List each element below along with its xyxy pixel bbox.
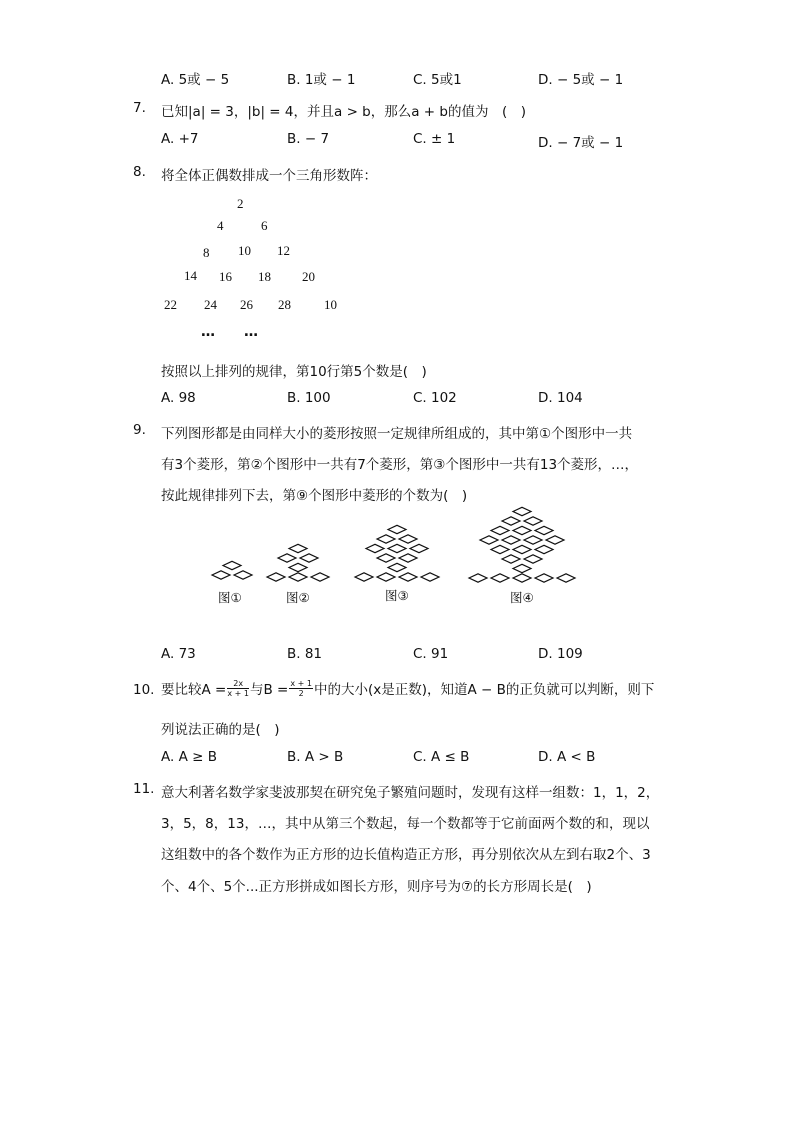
rhombus-shape-fig1 [223,561,241,569]
rhombus-shape-fig3 [388,563,406,571]
rhombus-shape-fig3 [410,544,428,552]
q7-stem: 已知|a| = 3，|b| = 4，并且a > b，那么a + b的值为 ( ) [161,104,527,120]
q9-number: 9. [133,422,146,438]
rhombus-shape-fig4 [469,574,487,582]
triangle-cell: 2 [237,196,244,211]
rhombus-shape-fig3 [399,573,417,581]
rhombus-shape-fig4 [535,574,553,582]
q9-line-3: 按此规律排列下去，第⑨个图形中菱形的个数为( ) [161,488,468,504]
triangle-cell: 28 [278,297,291,312]
triangle-cell: 4 [217,218,224,233]
rhombus-shape-fig3 [355,573,373,581]
triangle-cell: 26 [240,297,253,312]
triangle-cell: 20 [302,269,315,284]
rhombus-shape-fig1 [212,571,230,579]
rhombus-shape-fig2 [267,573,285,581]
rhombus-shape-fig2 [289,573,307,581]
q7-option-b[interactable]: B. − 7 [287,131,330,147]
q9-option-c[interactable]: C. 91 [413,646,449,662]
q11-line-1: 意大利著名数学家斐波那契在研究兔子繁殖问题时，发现有这样一组数：1，1，2， [161,785,660,801]
rhombus-shape-fig3 [399,535,417,543]
q8-stem: 将全体正偶数排成一个三角形数阵： [161,168,377,184]
rhombus-shape-fig2 [289,544,307,552]
rhombus-shape-fig4 [513,545,531,553]
rhombus-shape-fig4 [513,507,531,515]
rhombus-shape-fig3 [377,554,395,562]
triangle-cell: 16 [219,269,232,284]
q7-option-d[interactable]: D. − 7或 − 1 [538,135,624,151]
q8-question: 按照以上排列的规律，第10行第5个数是( ) [161,364,427,380]
rhombus-shape-fig4 [535,526,553,534]
q11-number: 11. [133,781,155,797]
rhombus-shape-fig4 [513,564,531,572]
q7-option-c[interactable]: C. ± 1 [413,131,456,147]
triangle-cell: 12 [277,243,290,258]
rhombus-shape-fig4 [535,545,553,553]
ellipsis-dots: … [201,324,216,340]
rhombus-shape-fig4 [513,526,531,534]
q11-line-2: 3，5，8，13，…，其中从第三个数起，每一个数都等于它前面两个数的和，现以 [161,816,650,832]
q8-number: 8. [133,164,146,180]
rhombus-shape-fig2 [289,563,307,571]
rhombus-shape-fig4 [546,536,564,544]
rhombus-shape-fig2 [278,554,296,562]
q9-line-2: 有3个菱形，第②个图形中一共有7个菱形，第③个图形中一共有13个菱形，…， [161,457,639,473]
q11-line-4: 个、4个、5个...正方形拼成如图长方形，则序号为⑦的长方形周长是( ) [161,879,592,895]
fraction-denominator: 2 [298,688,304,698]
rhombus-shape-fig3 [388,544,406,552]
rhombus-shape-fig4 [502,517,520,525]
rhombus-shape-fig4 [524,536,542,544]
q9-line-1: 下列图形都是由同样大小的菱形按照一定规律所组成的，其中第①个图形中一共 [161,426,633,442]
rhombus-shape-fig2 [300,554,318,562]
rhombus-shape-fig4 [480,536,498,544]
ellipsis-dots: … [244,324,259,340]
q8-option-a[interactable]: A. 98 [161,390,196,406]
q7-option-a[interactable]: A. +7 [161,131,199,147]
figure-label-1: 图① [218,590,242,605]
q6-option-c[interactable]: C. 5或1 [413,72,462,88]
triangle-cell: 14 [184,268,197,283]
rhombus-shape-fig1 [234,571,252,579]
triangle-cell: 6 [261,218,268,233]
figure-label-4: 图④ [510,590,534,605]
rhombus-shape-fig4 [513,574,531,582]
rhombus-shape-fig2 [311,573,329,581]
figure-label-2: 图② [286,590,310,605]
triangle-cell: 8 [203,245,210,260]
fraction-numerator: x + 1 [290,678,312,688]
q10-stem-suffix: 中的大小(x是正数)，知道A − B的正负就可以判断，则下 [313,682,655,698]
q10-number: 10. [133,682,155,698]
q10-option-b[interactable]: B. A > B [287,749,344,765]
q9-option-a[interactable]: A. 73 [161,646,196,662]
q8-option-c[interactable]: C. 102 [413,390,457,406]
rhombus-shape-fig3 [399,554,417,562]
q9-option-b[interactable]: B. 81 [287,646,323,662]
rhombus-shape-fig4 [502,555,520,563]
rhombus-shape-fig3 [421,573,439,581]
rhombus-shape-fig4 [557,574,575,582]
fraction-denominator: x + 1 [227,688,249,698]
q10-option-c[interactable]: C. A ≤ B [413,749,470,765]
triangle-cell: 10 [238,243,251,258]
triangle-cell: 18 [258,269,271,284]
rhombus-shape-fig4 [491,526,509,534]
rhombus-shape-fig4 [491,574,509,582]
q9-option-d[interactable]: D. 109 [538,646,583,662]
rhombus-shape-fig3 [366,544,384,552]
q10-stem-mid: 与B = [249,682,289,698]
fraction-x-plus-1-over-2 [289,679,313,698]
triangle-cell: 10 [324,297,337,312]
triangle-cell: 24 [204,297,217,312]
rhombus-shape-fig4 [491,545,509,553]
q6-option-d[interactable]: D. − 5或 − 1 [538,72,624,88]
rhombus-shape-fig3 [388,525,406,533]
q10-stem-prefix: 要比较A = [161,682,227,698]
q10-option-d[interactable]: D. A < B [538,749,596,765]
fraction-2x-over-x-plus-1 [227,679,249,698]
rhombus-shape-fig4 [524,555,542,563]
rhombus-shape-fig4 [502,536,520,544]
q6-option-b[interactable]: B. 1或 − 1 [287,72,356,88]
rhombus-shape-fig4 [524,517,542,525]
rhombus-shape-fig3 [377,573,395,581]
fraction-numerator: 2x [227,679,249,689]
q10-stem [161,678,654,698]
rhombus-shape-fig3 [377,535,395,543]
q8-option-d[interactable]: D. 104 [538,390,583,406]
q10-line-2: 列说法正确的是( ) [161,722,280,738]
triangle-cell: 22 [164,297,177,312]
q8-option-b[interactable]: B. 100 [287,390,331,406]
q11-line-3: 这组数中的各个数作为正方形的边长值构造正方形，再分别依次从左到右取2个、3 [161,847,651,863]
q6-option-a[interactable]: A. 5或 − 5 [161,72,230,88]
q7-number: 7. [133,100,146,116]
q10-option-a[interactable]: A. A ≥ B [161,749,217,765]
figure-label-3: 图③ [385,588,409,603]
